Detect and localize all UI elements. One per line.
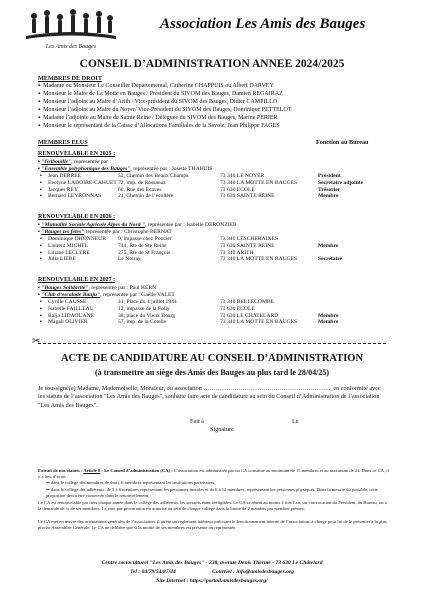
member-name: Evelyne LADOIRE-CAHUET: [48, 179, 117, 186]
member-name: Isabelle FAILLEAU: [48, 305, 94, 312]
member-address: 12, impasse de la Folly: [118, 305, 170, 312]
member-address: 744, Rte de Ste Reine: [118, 242, 167, 249]
membre-droit-item: ▪ Monsieur l’adjoint au Maire d’Arith / Vice-président du SIVOM des Bauges, Didier CAMPILLO: [38, 99, 277, 105]
statuts-text-3: Le CA met en œuvre des orientations générales de l’association, il arrête un règlement intérieur précisant le fonctionnement interne de l’association, à charge pour lui de le présenter à la plus proche Assemblée Générale. Le CA ne délibère que si la moitié de ses membres est présente ou représentée.: [38, 519, 387, 530]
member-name: Balja LIDAOUANE: [48, 312, 95, 319]
member-name: Magali OLIVIER: [48, 319, 88, 326]
member-role: Membre: [318, 312, 339, 319]
statuts-intro: Extrait de nos statuts : Article 6 : Le Conseil d’administration (CA) : L’association est administrée par un CA constitué au minimum de 15 membres et au maximum de 24. Dans ce CA, il y a lieu d’avoir :: [38, 468, 389, 479]
member-city: 73 340 ARITH: [220, 249, 254, 256]
member-role: Membre: [318, 319, 339, 326]
statuts-arrow-1: ⇒ dans le collège des membres de droit, 6 membres représentant les institutions partenaires,: [46, 480, 216, 485]
member-city: 73 340 BELLECOMBE: [220, 299, 275, 305]
member-name: Cyrille CAUSSE: [48, 299, 87, 305]
member-address: 60, Rue des Ecaves: [118, 186, 162, 193]
statuts-arrow-2: ⇒ dans le collège des adhérents, de 3 à 6 membres représentant les personnes morales et de 6 à 12 membres, représentant les personnes physiques. Dans la mesure du possible, cette proportion devra être conservée dans le renouvellement.: [46, 487, 378, 498]
member-address: 38, place du Vieux Bourg: [118, 312, 176, 319]
renew-heading: RENOUVELABLE EN 2026 :: [38, 214, 116, 220]
candidature-paragraph: Je soussigné(e) Madame, Mademoiselle, Monsieur, ou association …………………………………………………….., en conformité avec les statuts de l’association "Les Amis des Bauges", souhaite faire acte de candidature au sein du Conseil d’Administration de l’association "Les Amis des Bauges".: [38, 385, 381, 409]
association-member: ▪ "Bauges Solidarité", représentée par : Paul KERN: [38, 285, 157, 291]
statuts-text-2: Le CA est renouvelable par tiers chaque année dans le collège des adhérents, les sortants étant rééligibles. Le CA se réunit au moins 2 fois l’an, sur convocation du Président, du Bureau, ou à la demande de ¼ de ses membres. Le vote par procuration est autorisé au sein de chaque collège dans la limite de 2 mandats par membre présent.: [38, 500, 387, 511]
member-role: Secrétaire adjointe: [318, 179, 364, 186]
membre-droit-item: ▪ Monsieur le Maire de La Motte en Bauges / Président du SIVOM des Bauges, Damien REGAIRAZ: [38, 91, 283, 97]
association-title: Association Les Amis des Bauges: [160, 16, 366, 32]
member-role: Membre: [318, 193, 339, 200]
member-city: 73 630 SAINTE REINE: [220, 193, 275, 200]
member-city: 73 630 ECOLE: [220, 186, 255, 193]
association-member: ▪ "Bauges tes fêtes" représentée par : Christophe BERNAT: [38, 229, 172, 235]
footer-website[interactable]: Site Internet : https://portail.amisdesbauges.org/: [156, 578, 268, 584]
member-city: 73 340 LA MOTTE EN BAUGES: [220, 179, 298, 186]
member-bullet: ▪: [40, 186, 42, 193]
member-bullet: ▪: [40, 173, 42, 179]
member-address: 52, Chemin des Beaux Champs: [118, 173, 189, 179]
member-city: 73 630 SAINTE REINE: [220, 242, 275, 249]
member-name: Bernard LEYRONNAS: [48, 193, 102, 200]
candidature-title: ACTE DE CANDIDATURE AU CONSEIL D’ADMINISTRATION: [60, 353, 364, 364]
member-bullet: ▪: [40, 179, 42, 186]
svg-text:Les Amis des Bauges: Les Amis des Bauges: [45, 44, 97, 50]
renew-heading: RENOUVELABLE EN 2025 :: [38, 151, 116, 157]
association-logo: [22, 6, 120, 52]
member-bullet: ▪: [40, 299, 42, 305]
member-address: 9, impasse chez Poncier: [118, 236, 172, 242]
member-name: Dominique DHONNEUR: [48, 236, 106, 242]
association-member: ▪ "Club d’escalade Bauju", représentée par : Gaëlle VALET: [38, 292, 175, 298]
member-city: 73 340 LESCHERAINES: [220, 236, 279, 242]
fonction-bureau-heading: Fonction au Bureau: [316, 139, 369, 146]
member-address: 57, imp. de la Cotelle: [118, 319, 167, 326]
member-name: Laurent MICHEL: [48, 242, 89, 249]
member-city: 73 340 LA MOTTE EN BAUGES: [220, 256, 298, 263]
member-name: Julia LIEBE: [48, 256, 76, 263]
member-bullet: ▪: [40, 312, 42, 319]
member-address: Le Noiray: [118, 256, 141, 263]
member-city: 73 630 ECOLE: [220, 305, 255, 312]
cut-line: [38, 343, 386, 344]
member-role: Président: [318, 173, 341, 179]
footer-contact: Tel : 04/79/54/87/44 Courriel : info@amisdesbauges.org: [129, 569, 295, 575]
member-role: Trésorier: [318, 186, 341, 193]
membres-droit-heading: MEMBRES DE DROIT: [38, 75, 102, 82]
page-title: CONSEIL D’ADMINISTRATION ANNEE 2024/2025: [79, 58, 345, 70]
member-name: Liliane LECLERE: [48, 249, 90, 256]
member-city: 73 340 LA MOTTE EN BAUGES: [220, 319, 298, 326]
signature-label: Signature: [210, 426, 234, 433]
candidature-subtitle: (à transmettre au siège des Amis des Bauges au plus tard le 28/04/25): [94, 368, 330, 377]
member-address: 275, Rte de St François: [118, 249, 171, 256]
member-role: Secrétaire: [318, 256, 343, 263]
membre-droit-item: ▪ Madame ou Monsieur Le Conseiller Départemental, Catherine CHAPPUIS ou Albert DARVEY: [38, 83, 274, 89]
member-bullet: ▪: [40, 242, 42, 249]
footer-address: Centre socioculturel "Les Amis des Bauges" - 238, avenue Denis Therme - 73 630 Le Châtelard: [101, 560, 323, 566]
member-bullet: ▪: [40, 236, 42, 242]
association-member: ▪ "Gribouille", représentée par :: [38, 159, 111, 165]
membre-droit-item: ▪ Monsieur le représentant de la Caisse d’Allocations Familiales de la Savoie, Jean Philippe FAGES: [38, 123, 280, 129]
member-bullet: ▪: [40, 249, 42, 256]
member-role: Membre: [318, 242, 339, 249]
membre-droit-item: ▪ Monsieur l’adjoint au Maire du Noyer/ Vice-Président du SIVOM des Bauges, Dominique PETTELOT: [38, 107, 291, 113]
fait-label: Fait à: [190, 418, 204, 425]
member-name: Jacques REY: [48, 186, 78, 193]
member-address: 21, Chemin de l’écolière: [118, 193, 174, 200]
scissors-icon: ✂: [32, 336, 41, 347]
association-member: ▪ "Mutualité Sociale Agricole Alpes du Nord ", représentée par : Isabelle DERONZIER: [38, 222, 237, 228]
member-city: 73 630 LE CHATELARD: [220, 312, 279, 319]
le-label: Le: [292, 418, 299, 425]
member-bullet: ▪: [40, 319, 42, 326]
membre-droit-item: ▪ Madame l’adjointe au Maire de Sainte Reine / Déléguée du SIVOM des Bauges, Marine PERIER: [38, 115, 278, 121]
membres-elus-heading: MEMBRES ELUS: [38, 139, 88, 146]
renew-heading: RENOUVELABLE EN 2027 :: [38, 277, 116, 283]
member-bullet: ▪: [40, 256, 42, 263]
member-bullet: ▪: [40, 305, 42, 312]
member-bullet: ▪: [40, 193, 42, 200]
member-address: 41, Place du 4 juillet 1944: [118, 299, 177, 305]
association-member: ▪ "Ensemble polyphonique des Bauges", représentée par : Josette THABUIS: [38, 166, 213, 172]
member-city: 73 340 LE NOYER: [220, 173, 265, 179]
member-name: Jean DEBREE: [48, 173, 82, 179]
member-address: 72, imp. de Rossanaz: [118, 179, 166, 186]
